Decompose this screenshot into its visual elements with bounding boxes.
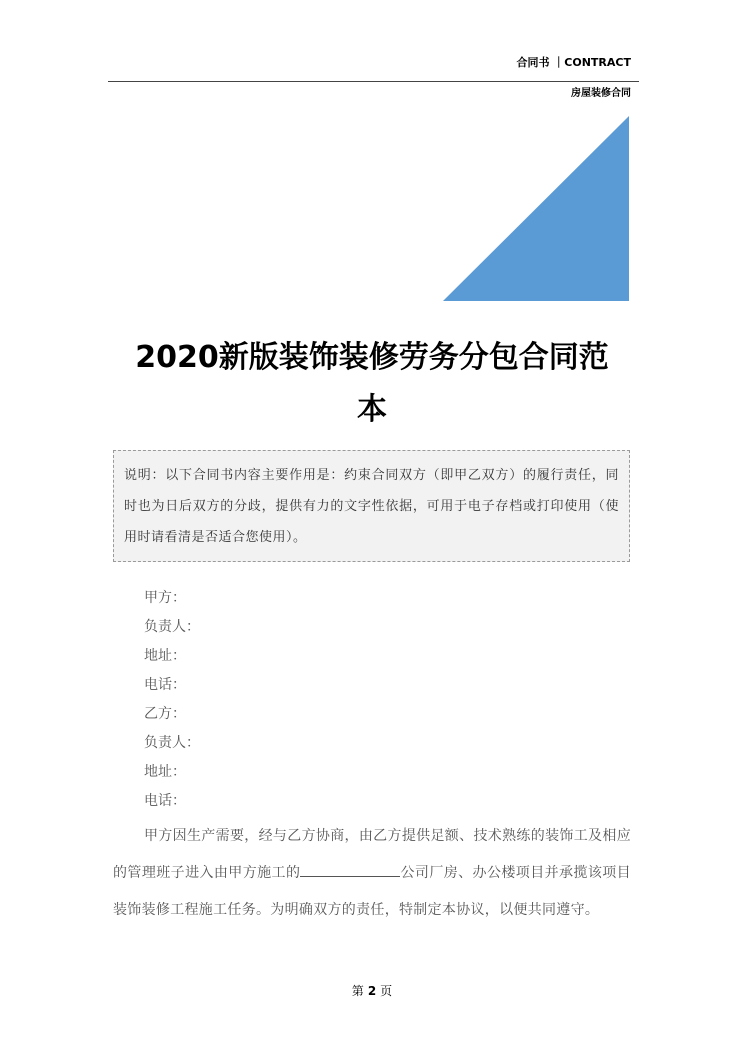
footer-prefix: 第 [351, 984, 364, 998]
party-fields [144, 584, 200, 816]
field-party-a: 甲方： [144, 590, 186, 606]
field-party-b-representative: 负责人： [144, 735, 200, 751]
decorative-triangle [443, 116, 629, 302]
field-party-a-address: 地址： [144, 648, 186, 664]
title-line-2: 本 [357, 392, 387, 427]
field-party-b: 乙方： [144, 706, 186, 722]
header-divider [108, 81, 639, 82]
field-party-a-phone: 电话： [144, 677, 186, 693]
field-party-b-phone: 电话： [144, 793, 186, 809]
footer-suffix: 页 [380, 984, 393, 998]
fill-in-blank [300, 862, 400, 877]
body-paragraph [113, 818, 631, 929]
document-title [108, 332, 636, 436]
field-party-b-address: 地址： [144, 764, 186, 780]
title-line-1: 2020新版装饰装修劳务分包合同范 [135, 340, 609, 375]
notice-box: 说明：以下合同书内容主要作用是：约束合同双方（即甲乙双方）的履行责任，同时也为日后双方的分歧，提供有力的文字性依据，可用于电子存档或打印使用（使用时请看清是否适合您使用）。 [113, 450, 630, 562]
page-footer [0, 982, 744, 999]
triangle-shape [443, 116, 629, 301]
page-number: 2 [367, 984, 377, 998]
header-label: 合同书 ｜CONTRACT [516, 56, 631, 69]
header-subtitle: 房屋装修合同 [571, 88, 631, 99]
field-party-a-representative: 负责人： [144, 619, 200, 635]
body-text-after-blank: 公司厂房、办公楼项目并承揽该项目装饰装修工程施工任务。为明确双方的责任，特制定本协议，以便共同遵守。 [113, 865, 631, 918]
body-text-before-blank: 甲方因生产需要，经与乙方协商，由乙方提供足额、技术熟练的装饰工及相应的管理班子进入由甲方施工的 [113, 828, 631, 881]
